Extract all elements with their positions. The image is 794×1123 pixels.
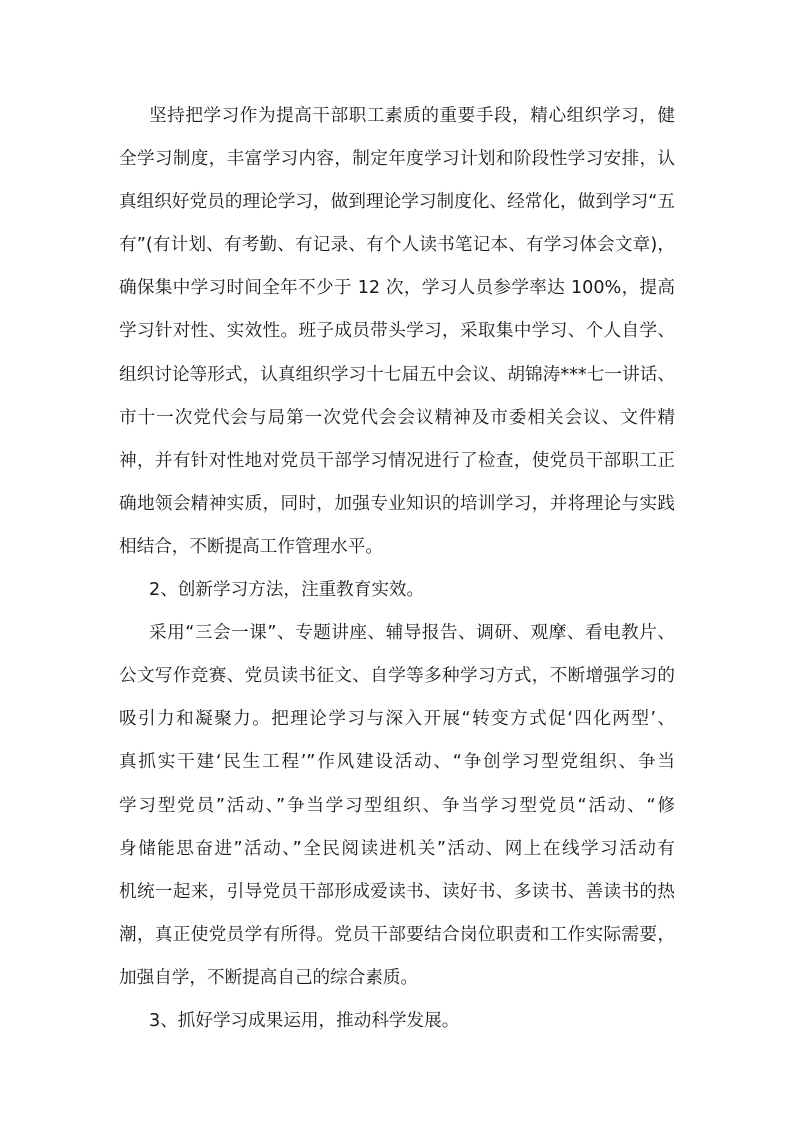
- paragraph-line: 真组织好党员的理论学习，做到理论学习制度化、经常化，做到学习“五: [119, 192, 675, 213]
- paragraph-line: 潮，真正使党员学有所得。党员干部要结合岗位职责和工作实际需要，: [119, 924, 675, 945]
- paragraph-line: 学习针对性、实效性。班子成员带头学习，采取集中学习、个人自学、: [119, 321, 675, 342]
- paragraph-line: 采用“三会一课”、专题讲座、辅导报告、调研、观摩、看电教片、: [149, 623, 675, 644]
- paragraph-line: 加强自学，不断提高自己的综合素质。: [119, 967, 419, 988]
- paragraph-line: 吸引力和凝聚力。把理论学习与深入开展“转变方式促‘四化两型’、: [119, 709, 675, 730]
- paragraph-line: 坚持把学习作为提高干部职工素质的重要手段，精心组织学习，健: [149, 106, 675, 126]
- paragraph-line: 确保集中学习时间全年不少于 12 次，学习人员参学率达 100%，提高: [119, 278, 675, 299]
- document-page: [119, 95, 675, 1043]
- paragraph-line: 机统一起来，引导党员干部形成爱读书、读好书、多读书、善读书的热: [119, 881, 675, 902]
- paragraph-line: 真抓实干建‘民生工程’”作风建设活动、“争创学习型党组织、争当: [119, 752, 675, 773]
- paragraph-line: 市十一次党代会与局第一次党代会会议精神及市委相关会议、文件精: [119, 407, 675, 428]
- paragraph-line: 有”(有计划、有考勤、有记录、有个人读书笔记本、有学习体会文章)，: [119, 235, 675, 256]
- paragraph-line: 全学习制度，丰富学习内容，制定年度学习计划和阶段性学习安排，认: [119, 149, 675, 170]
- paragraph-line: 神，并有针对性地对党员干部学习情况进行了检查，使党员干部职工正: [119, 450, 675, 471]
- section-heading: 3、抓好学习成果运用，推动科学发展。: [149, 1010, 460, 1031]
- paragraph-line: 相结合，不断提高工作管理水平。: [119, 536, 383, 557]
- paragraph-line: 确地领会精神实质，同时，加强专业知识的培训学习，并将理论与实践: [119, 493, 675, 514]
- paragraph-line: 身储能思奋进”活动、”全民阅读进机关”活动、网上在线学习活动有: [119, 838, 675, 859]
- paragraph-line: 学习型党员”活动、”争当学习型组织、争当学习型党员“活动、“修: [119, 795, 675, 816]
- paragraph-line: 组织讨论等形式，认真组织学习十七届五中会议、胡锦涛***七一讲话、: [119, 364, 675, 385]
- section-heading: 2、创新学习方法，注重教育实效。: [149, 580, 425, 601]
- paragraph-line: 公文写作竞赛、党员读书征文、自学等多种学习方式，不断增强学习的: [119, 666, 675, 687]
